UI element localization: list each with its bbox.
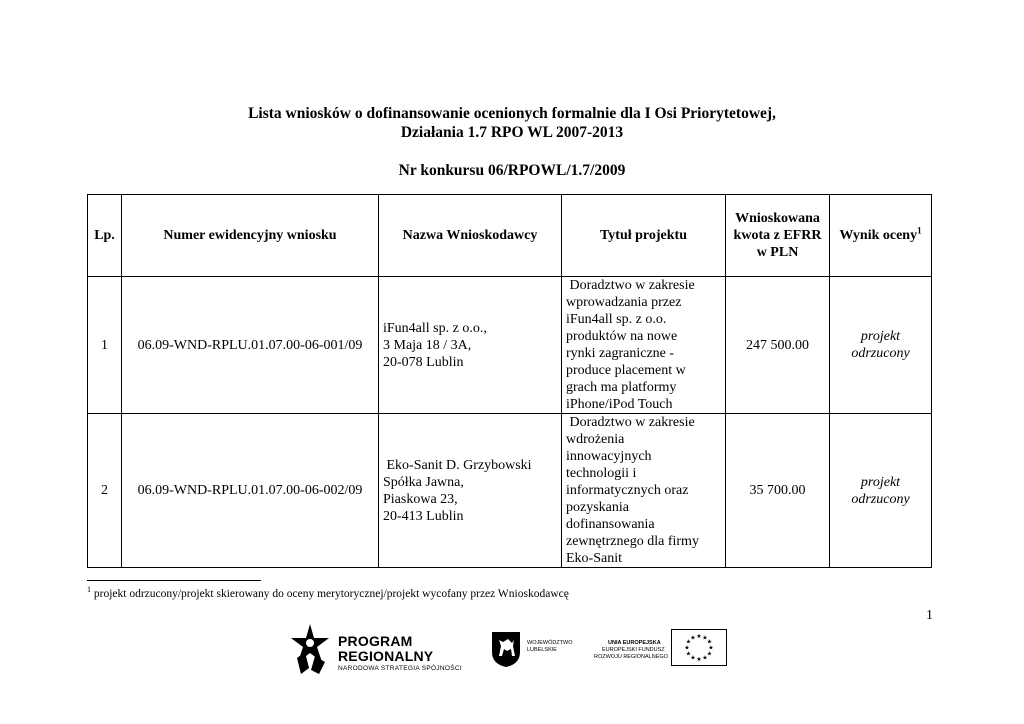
footnote [87,587,569,601]
svg-text:★: ★ [685,650,692,658]
row-result [830,277,932,414]
svg-text:★: ★ [685,638,692,646]
applicant-line: Eko-Sanit D. Grzybowski [386,457,532,473]
project-line: rynki zagraniczne - [566,346,675,361]
footnote-text: projekt odrzucony/projekt skierowany do oceny merytorycznej/projekt wycofany przez Wnioskodawcę [93,588,569,600]
table-row [88,414,932,568]
header-amount-line1: Wnioskowana [735,211,820,226]
applicant-line: 20-413 Lublin [383,508,464,524]
project-line: iPhone/iPod Touch [566,397,673,412]
row-result [830,414,932,568]
project-line: zewnętrznego dla firmy [566,534,699,549]
header-result [830,195,932,277]
logo-bar [0,620,1024,680]
eu-line2: EUROPEJSKI FUNDUSZ [602,647,665,653]
header-applicant: Nazwa Wnioskodawcy [379,195,562,277]
project-line: Doradztwo w zakresie [569,415,695,430]
svg-text:★: ★ [690,654,696,662]
footnote-separator [87,580,261,581]
svg-text:★: ★ [690,634,696,642]
table-header-row [88,195,932,277]
header-result-label: Wynik oceny [839,228,918,243]
project-line: wprowadzania przez [566,295,682,310]
row-lp: 2 [88,414,122,568]
header-number: Numer ewidencyjny wniosku [122,195,379,277]
eu-line3: ROZWOJU REGIONALNEGO [594,654,668,660]
svg-text:★: ★ [696,656,702,663]
competition-number: Nr konkursu 06/RPOWL/1.7/2009 [398,162,626,179]
row-number: 06.09-WND-RPLU.01.07.00-06-001/09 [122,277,379,414]
row-applicant [379,277,562,414]
svg-text:★: ★ [684,644,690,652]
document-title-line2: Działania 1.7 RPO WL 2007-2013 [400,124,624,141]
header-project: Tytuł projektu [562,195,726,277]
svg-text:★: ★ [702,654,708,662]
page-number: 1 [926,608,933,623]
svg-text:★: ★ [706,638,713,646]
project-line: technologii i [566,466,637,481]
project-line: dofinansowania [566,517,655,532]
applicant-line: 3 Maja 18 / 3A, [383,337,472,353]
footnote-mark: 1 [87,585,91,595]
applicant-line: 20-078 Lublin [383,354,464,370]
row-amount: 35 700.00 [726,414,830,568]
program-line3: NARODOWA STRATEGIA SPÓJNOŚCI [338,665,462,672]
program-regionalny-star-icon [289,622,331,676]
row-amount: 247 500.00 [726,277,830,414]
result-line: odrzucony [851,346,910,361]
applicant-line: iFun4all sp. z o.o., [383,320,487,336]
header-amount-line2: kwota z EFRR [733,228,822,243]
project-line: produktów na nowe [566,329,678,344]
svg-text:★: ★ [706,650,713,658]
table-row [88,277,932,414]
svg-text:★: ★ [702,634,708,642]
applications-table [87,194,932,568]
result-line: odrzucony [851,491,910,507]
project-line: pozyskania [566,500,629,515]
eu-line1: UNIA EUROPEJSKA [608,640,661,646]
row-project [562,414,726,568]
header-amount [726,195,830,277]
project-line: wdrożenia [566,432,625,447]
voivodeship-line2: LUBELSKIE [527,647,557,653]
header-amount-line3: w PLN [756,245,799,260]
result-line: projekt [860,329,901,344]
program-line1: PROGRAM [338,633,413,649]
project-line: Eko-Sanit [566,551,622,566]
voivodeship-line1: WOJEWÓDZTWO [527,640,573,646]
eu-flag-icon [671,629,727,666]
project-line: informatycznych oraz [566,483,689,498]
row-lp: 1 [88,277,122,414]
svg-text:★: ★ [708,644,714,652]
document-title-line1: Lista wniosków o dofinansowanie ocenionych formalnie dla I Osi Priorytetowej, [248,105,776,122]
project-line: iFun4all sp. z o.o. [566,312,667,327]
header-lp: Lp. [88,195,122,277]
row-number: 06.09-WND-RPLU.01.07.00-06-002/09 [122,414,379,568]
row-applicant [379,414,562,568]
result-line: projekt [860,474,901,490]
applicant-line: Spółka Jawna, [383,474,464,490]
project-line: innowacyjnych [566,449,652,464]
applicant-line: Piaskowa 23, [383,491,458,507]
svg-text:★: ★ [696,633,702,640]
row-project [562,277,726,414]
project-line: Doradztwo w zakresie [569,278,695,293]
program-line2: REGIONALNY [338,648,434,664]
project-line: produce placement w [566,363,686,378]
project-line: grach ma platformy [566,380,677,395]
lubelskie-crest-icon [490,630,522,668]
footnote-ref: 1 [917,225,922,236]
